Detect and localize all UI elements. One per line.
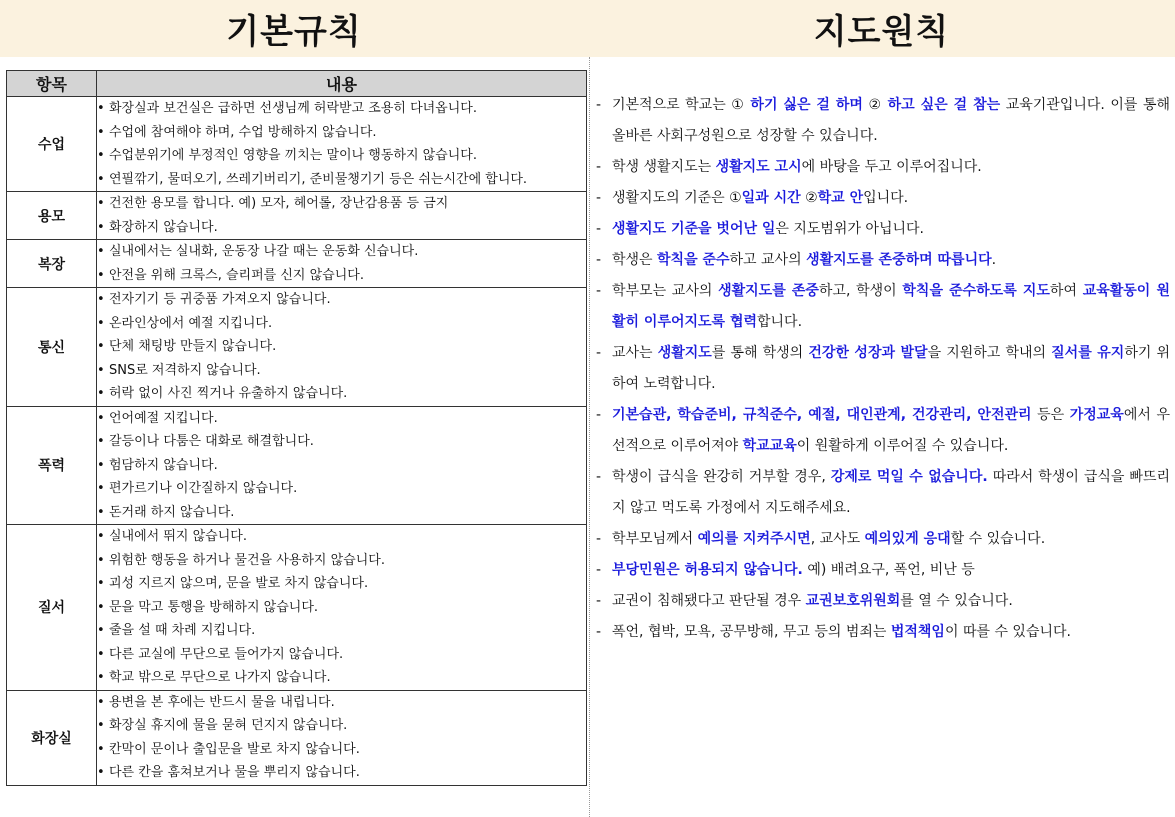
principle-text: 기본적으로 학교는 ① xyxy=(612,97,751,113)
principle-text: 에서 우선적으로 이루어져야 xyxy=(612,407,1170,454)
table-row xyxy=(7,525,587,691)
principle-text: 하고, 학생이 xyxy=(818,283,903,299)
rule-content xyxy=(97,192,587,240)
rule-item: • 줄을 설 때 차례 지킵니다. xyxy=(97,619,586,643)
principle-highlight: 기본습관, 학습준비, 규칙준수, 예절, 대인관계, 건강관리, 안전관리 xyxy=(612,407,1032,423)
rule-category: 수업 xyxy=(7,97,97,192)
rule-content xyxy=(97,240,587,288)
rule-item: • 언어예절 지킵니다. xyxy=(97,407,586,431)
principle-text: 할 수 있습니다. xyxy=(950,531,1046,547)
principle-highlight: 하기 싫은 걸 하며 xyxy=(750,97,863,113)
principle-highlight: 예의있게 응대 xyxy=(864,531,951,547)
rule-item: • 허락 없이 사진 찍거나 유출하지 않습니다. xyxy=(97,382,586,406)
rule-item: • 다른 교실에 무단으로 들어가지 않습니다. xyxy=(97,643,586,667)
principle-item xyxy=(596,586,1170,617)
principle-highlight: 일과 시간 xyxy=(741,190,801,206)
principle-highlight: 법적책임 xyxy=(890,624,945,640)
rule-item-list xyxy=(97,691,586,785)
principle-item xyxy=(596,338,1170,400)
principle-text: , 교사도 xyxy=(810,531,865,547)
guidance-principles-list xyxy=(596,90,1170,648)
principle-text: 폭언, 협박, 모욕, 공무방해, 무고 등의 범죄는 xyxy=(612,624,891,640)
principle-highlight: 하고 싶은 걸 참는 xyxy=(887,97,1001,113)
rule-item: • 수업에 참여해야 하며, 수업 방해하지 않습니다. xyxy=(97,121,586,145)
principle-highlight: 예의를 지켜주시면 xyxy=(697,531,811,547)
rule-item-list xyxy=(97,407,586,525)
principle-item xyxy=(596,617,1170,648)
principle-text: 를 열 수 있습니다. xyxy=(900,593,1013,609)
principle-highlight: 건강한 성장과 발달 xyxy=(808,345,928,361)
principle-item xyxy=(596,245,1170,276)
principle-highlight: 학칙을 준수 xyxy=(657,252,730,268)
rule-item: • SNS로 저격하지 않습니다. xyxy=(97,359,586,383)
rule-item: • 화장실 휴지에 물을 묻혀 던지지 않습니다. xyxy=(97,714,586,738)
rule-item: • 돈거래 하지 않습니다. xyxy=(97,501,586,525)
rule-item: • 수업분위기에 부정적인 영향을 끼치는 말이나 행동하지 않습니다. xyxy=(97,144,586,168)
principle-text: . xyxy=(991,252,997,268)
principle-text: 하고 교사의 xyxy=(729,252,807,268)
principle-text: 등은 xyxy=(1031,407,1070,423)
table-row xyxy=(7,690,587,785)
rule-item-list xyxy=(97,525,586,690)
principle-highlight: 질서를 유지 xyxy=(1051,345,1125,361)
principle-text: 예) 배려요구, 폭언, 비난 등 xyxy=(802,562,975,578)
rule-item: • 실내에서는 실내화, 운동장 나갈 때는 운동화 신습니다. xyxy=(97,240,586,264)
principle-item xyxy=(596,183,1170,214)
rule-category: 폭력 xyxy=(7,406,97,525)
principle-text: 교사는 xyxy=(612,345,658,361)
rule-item-list xyxy=(97,240,586,287)
rule-content xyxy=(97,97,587,192)
principle-item xyxy=(596,276,1170,338)
principle-text: 학생이 급식을 완강히 거부할 경우, xyxy=(612,469,831,485)
rule-item: • 실내에서 뛰지 않습니다. xyxy=(97,525,586,549)
rule-item: • 문을 막고 통행을 방해하지 않습니다. xyxy=(97,596,586,620)
rule-item: • 화장하지 않습니다. xyxy=(97,216,586,240)
principle-text: 을 지원하고 학내의 xyxy=(927,345,1052,361)
rule-item: • 다른 칸을 훔쳐보거나 물을 뿌리지 않습니다. xyxy=(97,761,586,785)
principle-highlight: 학칙을 준수하도록 지도 xyxy=(902,283,1050,299)
table-row xyxy=(7,192,587,240)
rule-content xyxy=(97,525,587,691)
rule-content xyxy=(97,406,587,525)
rule-category: 용모 xyxy=(7,192,97,240)
basic-rules-title: 기본규칙 xyxy=(226,12,362,52)
principle-item xyxy=(596,152,1170,183)
rules-table-body xyxy=(7,97,587,786)
rule-item: • 단체 채팅방 만들지 않습니다. xyxy=(97,335,586,359)
basic-rules-table xyxy=(6,70,587,786)
basic-rules-banner xyxy=(0,0,588,57)
principle-text: 이 원활하게 이루어질 수 있습니다. xyxy=(796,438,1009,454)
principle-highlight: 교권보호위원회 xyxy=(805,593,901,609)
table-row xyxy=(7,288,587,407)
principle-text: 를 통해 학생의 xyxy=(711,345,809,361)
principle-highlight: 강제로 먹일 수 없습니다. xyxy=(830,469,988,485)
column-divider xyxy=(589,57,590,817)
principle-highlight: 가정교육 xyxy=(1069,407,1124,423)
principle-text: ② xyxy=(800,190,818,206)
principle-text: 이 따를 수 있습니다. xyxy=(944,624,1071,640)
rule-category: 통신 xyxy=(7,288,97,407)
guidance-principles-title: 지도원칙 xyxy=(813,12,950,52)
table-row xyxy=(7,406,587,525)
rule-item: • 전자기기 등 귀중품 가져오지 않습니다. xyxy=(97,288,586,312)
rule-category: 화장실 xyxy=(7,690,97,785)
column-header-content: 내용 xyxy=(97,71,587,97)
principle-text: 은 지도범위가 아닙니다. xyxy=(775,221,924,237)
principle-text: 따라서 학생이 급식을 빠뜨리지 않고 먹도록 가정에서 지도해주세요. xyxy=(612,469,1170,516)
principle-text: ② xyxy=(862,97,888,113)
rule-item-list xyxy=(97,288,586,406)
principle-highlight: 생활지도 xyxy=(657,345,712,361)
principle-highlight: 학교 안 xyxy=(817,190,864,206)
rule-item: • 건전한 용모를 합니다. 예) 모자, 헤어롤, 장난감용품 등 금지 xyxy=(97,192,586,216)
principle-text: 학부모는 교사의 xyxy=(612,283,719,299)
rule-item-list xyxy=(97,97,586,191)
rule-content xyxy=(97,690,587,785)
principle-text: 학부모님께서 xyxy=(612,531,698,547)
rule-item: • 괴성 지르지 않으며, 문을 발로 차지 않습니다. xyxy=(97,572,586,596)
principle-text: 입니다. xyxy=(863,190,909,206)
rule-item-list xyxy=(97,192,586,239)
principle-text: 합니다. xyxy=(757,314,803,330)
rule-item: • 학교 밖으로 무단으로 나가지 않습니다. xyxy=(97,666,586,690)
rule-item: • 칸막이 문이나 출입문을 발로 차지 않습니다. xyxy=(97,738,586,762)
principle-item xyxy=(596,214,1170,245)
column-header-category: 항목 xyxy=(7,71,97,97)
principle-highlight: 부당민원은 허용되지 않습니다. xyxy=(612,562,803,578)
principle-item xyxy=(596,400,1170,462)
principle-text: 학생은 xyxy=(612,252,658,268)
rule-item: • 갈등이나 다툼은 대화로 해결합니다. xyxy=(97,430,586,454)
rule-item: • 험담하지 않습니다. xyxy=(97,454,586,478)
table-row xyxy=(7,97,587,192)
rule-item: • 편가르기나 이간질하지 않습니다. xyxy=(97,477,586,501)
principle-item xyxy=(596,555,1170,586)
rule-item: • 화장실과 보건실은 급하면 선생님께 허락받고 조용히 다녀옵니다. xyxy=(97,97,586,121)
principle-text: 교권이 침해됐다고 판단될 경우 xyxy=(612,593,806,609)
principle-text: 생활지도의 기준은 ① xyxy=(612,190,742,206)
rule-content xyxy=(97,288,587,407)
principle-text: 하기 위하여 노력합니다. xyxy=(612,345,1171,392)
principle-highlight: 교육활동이 원활히 이루어지도록 협력 xyxy=(612,283,1170,330)
principle-text: 하여 xyxy=(1049,283,1083,299)
rule-category: 복장 xyxy=(7,240,97,288)
guidance-principles-banner xyxy=(588,0,1175,57)
rule-item: • 안전을 위해 크록스, 슬리퍼를 신지 않습니다. xyxy=(97,264,586,288)
principle-highlight: 생활지도 고시 xyxy=(715,159,802,175)
principle-item xyxy=(596,90,1170,152)
table-header-row xyxy=(7,71,587,97)
principle-text: 학생 생활지도는 xyxy=(612,159,716,175)
principle-highlight: 생활지도 기준을 벗어난 일 xyxy=(612,221,776,237)
rule-item: • 온라인상에서 예절 지킵니다. xyxy=(97,312,586,336)
principle-item xyxy=(596,524,1170,555)
principle-text: 에 바탕을 두고 이루어집니다. xyxy=(801,159,982,175)
principle-item xyxy=(596,462,1170,524)
rule-category: 질서 xyxy=(7,525,97,691)
rule-item: • 용변을 본 후에는 반드시 물을 내립니다. xyxy=(97,691,586,715)
principle-text: 교육기관입니다. 이를 통해 올바른 사회구성원으로 성장할 수 있습니다. xyxy=(612,97,1170,144)
table-row xyxy=(7,240,587,288)
rule-item: • 위험한 행동을 하거나 물건을 사용하지 않습니다. xyxy=(97,549,586,573)
rule-item: • 연필깎기, 물떠오기, 쓰레기버리기, 준비물챙기기 등은 쉬는시간에 합니다. xyxy=(97,168,586,192)
principle-highlight: 생활지도를 존중 xyxy=(718,283,819,299)
principle-highlight: 학교교육 xyxy=(742,438,797,454)
principle-highlight: 생활지도를 존중하며 따릅니다 xyxy=(806,252,992,268)
